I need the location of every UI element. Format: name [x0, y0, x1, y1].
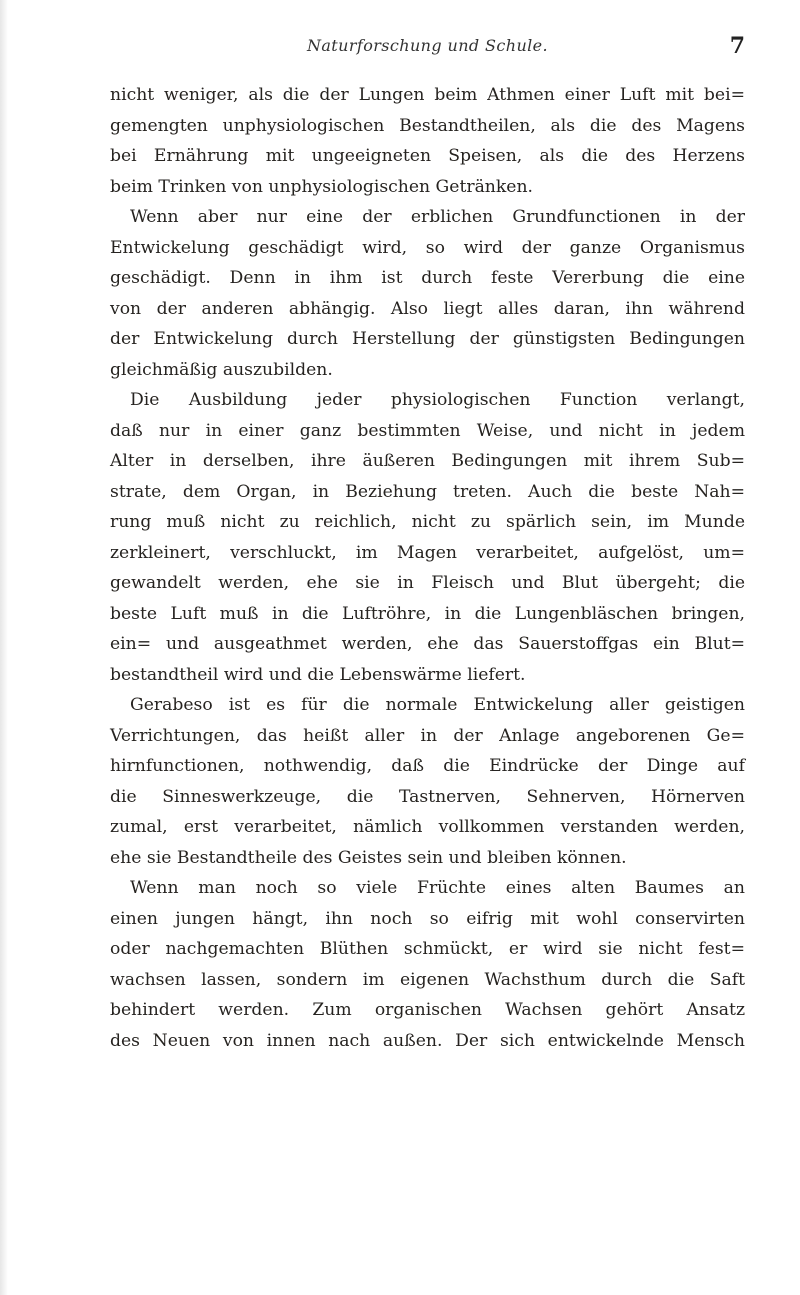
text-line: hirnfunctionen, nothwendig, daß die Eindrücke der Dinge auf: [110, 756, 745, 776]
text-line: geschädigt. Denn in ihm ist durch feste Vererbung die eine: [110, 268, 745, 288]
text-line: strate, dem Organ, in Beziehung treten. Auch die beste Nah=: [110, 481, 745, 502]
text-line: beim Trinken von unphysiologischen Getränken.: [110, 176, 533, 197]
text-line: der Entwickelung durch Herstellung der günstigsten Bedingungen: [110, 329, 745, 349]
text-line: gleichmäßig auszubilden.: [110, 359, 333, 380]
text-line: Verrichtungen, das heißt aller in der Anlage angeborenen Ge=: [110, 725, 745, 746]
page-number: 7: [729, 33, 745, 59]
text-line: Gerabeso ist es für die normale Entwickelung aller geistigen: [130, 695, 745, 715]
text-line: einen jungen hängt, ihn noch so eifrig mit wohl conservirten: [110, 908, 745, 929]
text-line: von der anderen abhängig. Also liegt alles daran, ihn während: [110, 298, 745, 319]
text-line: daß nur in einer ganz bestimmten Weise, und nicht in jedem: [110, 420, 745, 441]
text-line: des Neuen von innen nach außen. Der sich entwickelnde Mensch: [110, 1030, 745, 1051]
text-line: zumal, erst verarbeitet, nämlich vollkommen verstanden werden,: [110, 817, 745, 837]
text-line: Wenn man noch so viele Früchte eines alten Baumes an: [130, 878, 745, 898]
running-head: [110, 33, 745, 66]
text-line: oder nachgemachten Blüthen schmückt, er wird sie nicht fest=: [110, 939, 745, 959]
text-line: Entwickelung geschädigt wird, so wird der ganze Organismus: [110, 237, 745, 258]
text-line: Alter in derselben, ihre äußeren Bedingungen mit ihrem Sub=: [110, 451, 745, 471]
text-line: wachsen lassen, sondern im eigenen Wachsthum durch die Saft: [110, 969, 745, 990]
text-line: zerkleinert, verschluckt, im Magen verarbeitet, aufgelöst, um=: [110, 542, 745, 563]
text-line: behindert werden. Zum organischen Wachsen gehört Ansatz: [110, 1000, 745, 1020]
body-text: [110, 80, 745, 1056]
text-line: rung muß nicht zu reichlich, nicht zu spärlich sein, im Munde: [110, 512, 745, 532]
text-line: bestandtheil wird und die Lebenswärme liefert.: [110, 664, 526, 685]
text-line: Die Ausbildung jeder physiologischen Function verlangt,: [130, 390, 745, 410]
text-line: gemengten unphysiologischen Bestandtheilen, als die des Magens: [110, 115, 745, 136]
running-title: Naturforschung und Schule.: [306, 36, 549, 55]
text-line: Wenn aber nur eine der erblichen Grundfunctionen in der: [130, 207, 745, 227]
page-gutter-shadow: [0, 0, 8, 1295]
text-line: beste Luft muß in die Luftröhre, in die Lungenbläschen bringen,: [110, 603, 745, 624]
text-line: ein= und ausgeathmet werden, ehe das Sauerstoffgas ein Blut=: [110, 634, 745, 654]
text-line: bei Ernährung mit ungeeigneten Speisen, als die des Herzens: [110, 146, 745, 166]
text-line: ehe sie Bestandtheile des Geistes sein und bleiben können.: [110, 847, 627, 868]
text-line: nicht weniger, als die der Lungen beim Athmen einer Luft mit bei=: [110, 85, 745, 105]
text-line: gewandelt werden, ehe sie in Fleisch und Blut übergeht; die: [110, 573, 745, 593]
text-line: die Sinneswerkzeuge, die Tastnerven, Sehnerven, Hörnerven: [110, 786, 745, 807]
